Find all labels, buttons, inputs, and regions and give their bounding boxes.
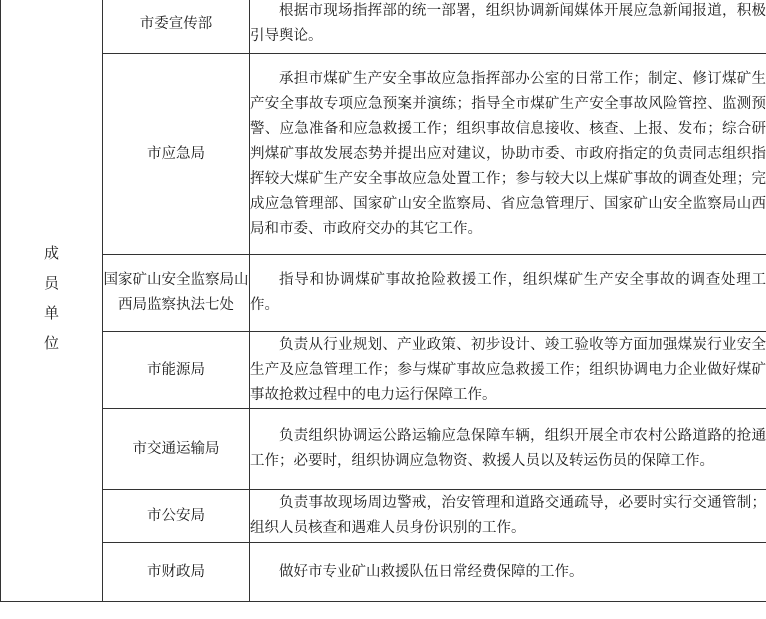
- unit-duty: 做好市专业矿山救援队伍日常经费保障的工作。: [250, 543, 766, 602]
- unit-name: 市委宣传部: [103, 0, 250, 54]
- table-row: [1, 332, 766, 409]
- unit-name: 市能源局: [103, 332, 250, 409]
- unit-name: 市公安局: [103, 490, 250, 543]
- table-row: [1, 409, 766, 490]
- unit-duty: 负责组织协调运公路运输应急保障车辆，组织开展全市农村公路道路的抢通工作；必要时，组织协调应急物资、救援人员以及转运伤员的保障工作。: [250, 409, 766, 490]
- table-row: [1, 490, 766, 543]
- unit-duty: 负责从行业规划、产业政策、初步设计、竣工验收等方面加强煤炭行业安全生产及应急管理工作；参与煤矿事故应急救援工作；组织协调电力企业做好煤矿事故抢救过程中的电力运行保障工作。: [250, 332, 766, 409]
- table-row: [1, 54, 766, 255]
- unit-duty: 负责事故现场周边警戒，治安管理和道路交通疏导，必要时实行交通管制；组织人员核查和遇难人员身份识别的工作。: [250, 490, 766, 543]
- table-row: [1, 255, 766, 332]
- table-row: [1, 0, 766, 54]
- unit-duty: 根据市现场指挥部的统一部署，组织协调新闻媒体开展应急新闻报道，积极引导舆论。: [250, 0, 766, 54]
- unit-duty: 指导和协调煤矿事故抢险救援工作，组织煤矿生产安全事故的调查处理工作。: [250, 255, 766, 332]
- group-label-cell: [1, 0, 103, 602]
- unit-name: 市财政局: [103, 543, 250, 602]
- table-row: [1, 543, 766, 602]
- group-label: 成员单位: [43, 244, 59, 352]
- unit-name: 市应急局: [103, 54, 250, 255]
- unit-duty: 承担市煤矿生产安全事故应急指挥部办公室的日常工作；制定、修订煤矿生产安全事故专项应急预案并演练；指导全市煤矿生产安全事故风险管控、监测预警、应急准备和应急救援工作；组织事故信息接收、核查、上报、发布；综合研判煤矿事故发展态势并提出应对建议，协助市委、市政府指定的负责同志组织指挥较大煤矿生产安全事故应急处置工作；参与较大以上煤矿事故的调查处理；完成应急管理部、国家矿山安全监察局、省应急管理厅、国家矿山安全监察局山西局和市委、市政府交办的其它工作。: [250, 54, 766, 255]
- unit-name: 国家矿山安全监察局山西局监察执法七处: [103, 255, 250, 332]
- unit-name: 市交通运输局: [103, 409, 250, 490]
